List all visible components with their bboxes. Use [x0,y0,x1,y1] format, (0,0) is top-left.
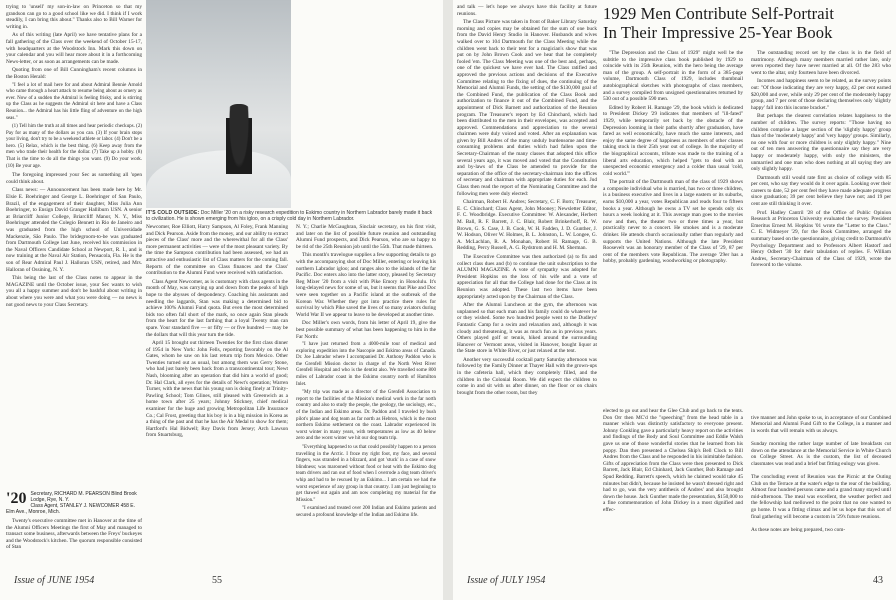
right-column-1 [457,4,597,398]
paragraph: The foregoing impressed your Sec as something all 'open could think about. [6,172,142,185]
issue-label: Issue of JULY 1954 [467,575,546,586]
paragraph: trying to 'unsell' my son-in-law on Princeton so that my grandson can go to a good school like we did. I think if I work steadily, I can bring this about." Thanks also to Bill Warner for writing in. [6,4,142,30]
left-column-1-bottom [6,518,142,553]
title-line-2: In Their Impressive 25-Year Book [603,23,833,42]
paragraph: "Everything happened to us that could possibly happen to a person travelling in the Arctic. I froze my right foot, my face, and several fingers, was stranded in a blizzard, and got 'stuck' in a case of snow blindness; was marooned without food or heat with the Eskimo dog team drivers and ran out of food when I overrode a dog team driver's whip and had to be rescued by an Eskimo... I am certain we had the worst experience of any group in that country. I am just beginning to get thawed out again and am now completing my material for the Mission." [296,445,436,503]
class-agent: Class Agent, STANLEY J. NEWCOMER 458 E. Elm Ave., Monroe, Mich. [6,503,136,515]
left-page [0,0,443,600]
paragraph: Incomes and happiness seem to be related, as the survey points out: "Of those indicating they are very happy, 42 per cent earned $20,000 and over, while only 29 per cent of the moderately happy group, and 7 per cent of those declaring themselves only 'slightly happy' fall into this income bracket." [751,78,891,111]
page-gutter [443,0,453,600]
paragraph: April 15 brought out thirteen Twenties for the first class dinner of 1954 in New York: John Fells, reporting favorably on the Al Gates, whom he saw on his last return trip from Mexico. Other Twenties turned out as usual, but among them was Gerry Stone, who had just barely been back from a transcontinental tour; Newt Nash, blooming after an operation that did him a world of good; Dr. Hal Clark, all eyes for the details of Newt's operation; Warren Turner, with the news that his young son is doing finely at Trinity-Pawling School; Tom Glines, still pleased with Greenwich as a home town after 25 years; Johnny Stickney, chief medical examiner for the huge and growing Metropolitan Life Insurance Co.; Cal Frost, greeting that his boy is in a big mission in Korea as a thing of the past and that he has the Air Medal to show for them; Hartford's Hal Bidwell; Roy Davis from Jersey; Arch Lawson from Stuartsburg, [146,340,288,439]
paragraph: and talk — let's hope we always have this facility at future reunions. [457,4,597,17]
right-footer-issue [467,575,545,586]
right-footer-page [873,575,883,586]
class-heading-1920 [6,491,142,515]
paragraph: The Class Picture was taken in front of Baker Library Saturday morning and copies may be obtained for the sum of one buck from the David Henry Studio in Hanover. Husbands and wives walked over to 104 Dartmouth for the Class Meeting while the children went back to their tent for a magician's show that was put on by John Brown Cook and we hear that he completely fooled 'em. The Class Meeting was one of the best and, perhaps, one of the quickest we have ever had. The Class ratified and approved the previous actions and decisions of the Executive Committee relating to the fixing of dues, the continuing of the Memorial and Alumni Funds, the setting of the $130,000 goal of the Combined Fund, the publication of the Class Book and authorization to finance it out of the Combined Fund, and the appointment of Dick Barnett and authorization of the Reunion program. The Treasurer's report by Ed Chinchard, which had been distributed to the men in their envelopes, was accepted and approved. Commendations and appreciation to the several chairmen were duly voiced and voted. After an explanation was given by Bill Andres of the many unduly burdensome and time-consuming problems and duties which had fallen upon the Secretary-Chairman of the many classes that adopted this office several years ago, it was moved and voted that the Constitution and by-laws of the Class be amended to provide for the separation of the office of the secretary-chairman into the offices of secretary and chairman with appropriate duties for each. Jud Glass then read the report of the Nominating Committee and the following men were duly elected: [457,19,597,197]
left-column-2 [146,224,288,441]
photo-caption [146,210,436,222]
paragraph: elected to go out and hear the Glee Club and go back to the tents. Don Orr then MC'd the "speeching" from the head table in a manner which was distinctly satisfactory to everyone present. Johnny Conkling gave a particularly heavy report on the activities and findings of the Body and Soul Committee and Eddie Walsh gave us one of those wonderful stories that he learned from his poppy. Dan then presented a Chelsea Ship's Bell Clock to Bill Andres from the Class and he responded in his inimitable fashion. Gifts of appreciation from the Class were then presented to Dick Barrett, Jack Blair, Ed Chinhard, Jack Gunther, Bob Ramage and Spud Redding. Barrett's speech, which he claimed would take 45 minutes but didn't, because he insisted he wasn't dressed right and had to go, was the very antithesis of Andres' and also brought down the house. Jack Gunther made the presentation, $150,000 to a fine commemoration of John Dickey in a most dignified and effec- [603,408,743,513]
right-column-3-bottom [751,408,891,542]
paragraph: Dartmouth still would rate first as choice of college with 85 per cent, who say they would do it over again. Looking over their careers to date, 52 per cent feel they have made adequate progress since graduation; 39 per cent believe they have not; and 19 per cent are still thinking it over. [751,174,892,208]
paragraph: Edited by Robert H. Ramage '29, the book which is dedicated to President Dickey '29 indicates that members of "ill-fated" 1929, while temporarily set back by the obstacle of the Depression looming in their paths shortly after graduation, have fared as well economically, have much the same interests, and enjoy the same degree of happiness as members of other classes taking stock in their 25th year out of college. In the majority of the biographical accounts, tribute was made to the training of a liberal arts education, which helped "gets to deal with an unexpected economic emergency and a colder than usual 'cold, cold world.'" [603,104,743,177]
paragraph: This month's travelogue supplies a few supporting details to go with the accompanying shot of Doc Miller, entering or leaving his northern Labrador igloo; and ranges also to the islands of the far Pacific. Doc enters also into the latter story, pleased by Secretary Reg Mixer '20 from a visit with Pike Emory in Honolulu. It's long-delayed news for some of us, but it seems that Pike and Doc were seen together on a Pacific island at the outbreak of the Korean War. Whether they got into practice there rules for survival by which Pike saved the lives of so many aviators during World War II we appear to leave to be developed at another time. [296,252,436,318]
igloo-photo [146,0,291,208]
person-figure [226,104,252,182]
left-column-3 [296,224,436,522]
paragraph: (1) Tell him the truth at all times and hear periodic checkups. (2) Pay for as many of the dollars as you can. (3) If your brain stops your living, don't try to be a weekend athlete or labor. (4) Don't be a hero. (5) Relax, which is the best thing. (6) Keep away from the men who trade their health for the dollar. (7) Take up a hobby. (8) That is the time to do all the things you want. (9) Do your work. (10) Be your age. [6,124,142,169]
paragraph: "The Depression and the Class of 1929" might well be the subtitle to the impressive class book published by 1929 to coincide with its 25th Reunion, with the hero being the average man of the group. A self-portrait in the form of a 385-page volume, Dartmouth Class of 1929, includes thumbnail autobiographical sketches with photographs of class members, and a survey compiled from unsigned questionnaires returned by 530 out of a possible 590 men. [603,50,743,103]
paragraph: Quoting from one of Bill Cunningham's recent columns in the Boston Herald: [6,67,142,80]
paragraph: Class Agent Newcomer, as is customary with class agents in the month of May, was carrying up and down from the peaks of high hope to the abysses of despondency. Coaching his assistants and needling the laggards, Stan was making a determined bid to achieve 100% Alumni Fund quota. But even the most determined bids too often fall short of the mark, so once again Stan pleads from the heart for the last farthing that a loyal Twenty man can spare. Your standard five — or fifty — or five hundred — may be the dollars that will this year turn the tide. [146,278,288,338]
article-title [603,4,893,42]
paragraph: Prof. Hadley Cantril '28 of the Office of Public Opinion Research at Princeton University evaluated the survey. President Emeritus Ernest M. Hopkins '01 wrote the "Letter to the Class." C. E. Widmeyer '29, for the Book Committee, arranged the summary based on the questionnaire, giving credit to Dartmouth's Psychology Department and to Professors Albert Hastorf and Henry Odbert '30 for their tabulation of replies. F. William Andres, Secretary-Chairman of the Class of 1929, wrote the foreword to the volume. [751,209,891,269]
paragraph: tive manner and John spoke to us, in acceptance of our Combined Memorial and Alumni Fund Gift to the College, in a manner and in words that will remain with us always. Sunday morning the rather large number of late breakfasts cut down on the attendance at the Memorial Service in White Church on College Street. As is the custom, the list of deceased classmates was read and a brief but fitting eulogy was given. The concluding event of Reunion was the Picnic at the Outing Club on the Terrace at the water's edge to the rear of the building. Almost four hundred persons came and a grand many stayed until mid-afternoon. The meal was excellent, the weather perfect and the fellowship had mellowed to the point that no one wanted to go home. It was a fitting climax and let us hope that this sort of final gathering will become a custom in '29's future reunions. As these notes are being prepared, two com- [751,414,891,533]
class-year: '20 [6,490,27,507]
paragraph: Class news: — Announcement has been made here by Mr. Elsie E. Boehringer and George L. Boehringer of San Paulo, Brazil, of the engagement of their daughter, Miss Julia Ann Boehringer, to Ensign David Granger Halliburn USN. A senior at Briarcliff Junior College, Briarcliff Manor, N. Y., Miss Boehringer attended the Colegio Bennett in Rio de Janeiro and was graduated from the high school of Universidade Mackenzie, São Paulo. The bridegroom-to-be was graduated from Dartmouth College last June, received his commission in the Naval Officers Candidate School at Newport, R. I., and is now training at the Naval Air Station, Pensacola, Fla. He is the son of Rear Admiral Paul J. Halloran USN, retired, and Mrs. Halloran of Ossining, N. Y. [6,187,142,273]
paragraph: "I examined and treated over 200 Indian and Eskimo patients and secured a profound knowledge of the Indian and Eskimo life. [296,506,436,518]
page-number: 43 [873,575,883,586]
right-page [453,0,896,600]
right-column-2-bottom [603,408,743,516]
paragraph: N. Y.; Charlie McGaughran, Sinclair secretary, on his first visit, and later on the list of possible future reunion and outstanding Alumni Fund prospects, and Dick Pearson, who are so happy to be rid of the 25th Reunion job until the 55th. That made thirteen. [296,224,436,250]
igloo-shape [146,150,291,208]
paragraph: This being the last of the Class notes to appear in the MAGAZINE until the October issue, your Sec wants to wish you all a happy summer and don't be bashful about writing in about where you were and what you were doing — no news is not good news to your Class Secretary. [6,275,142,308]
left-footer-issue [14,575,94,586]
right-column-2 [603,50,743,267]
paragraph: After the Alumni Luncheon at the gym, the afternoon was unplanned so that each man and his family could do whatever he or they wished. Some two hundred people went to the Dudleys' Fantastic Camp for a swim and relaxation and, although it was cloudy and threatening, it was as much fun as in previous years. Others played golf or tennis, hiked around the surrounding Hanover or Vermont areas, visited in Hanover, bought liquor at the State store in White River, or just relaxed at the tent. [457,302,597,355]
paragraph: "My trip was made as a director of the Grenfell Association to report to the facilities of the Mission's medical work in the far north country and also to study the people, the geology, the sociology, etc., of the Indian and Eskimo areas. Dr. Paddon and I traveled by bush pilot's plane and dog team as far north as Hebron, which is the most northern Eskimo settlement on the coast. Labrador experienced its worst winter in many years, with temperatures as low as 40 below zero and the worst winter we hit our dog team trip. [296,390,436,442]
left-column-1 [6,4,142,310]
paragraph: Another very successful cocktail party Saturday afternoon was followed by the Family Dinner at Thayer Hall with the grown-ups in the cafeteria hall, which they completely filled, and the children in the Colonial Room. We did expect the children to come in and sit with us after dinner, on the floor or on chairs brought from the other room, but they [457,356,597,396]
paragraph: Doc Miller's own words, from his letter of April 19, give the best possible summary of what has been happening to him in the Far North: [296,320,436,340]
page-number: 55 [212,575,222,586]
paragraph: Twenty's executive committee met in Hanover at the time of the Alumni Officers Meetings the first of May and managed to transact some business, afterwards between the Freys' buckeyes and the Woodstock's kitchen. The quorum responsible consisted of Stan [6,518,142,551]
paragraph: As of this writing (late April) we have tentative plans for a fall gathering of the Class over the weekend of October 15-17, with headquarters at the Woodstock Inn. Mark this down on your calendar and you will hear more about it in a forthcoming News-letter, or as soon as arrangements can be made. [6,32,142,65]
caption-text: Doc Miller '20 on a risky research expedition to Eskimo country in Northern Labrador barely made it back to civilization. He is shown emerging from his igloo, on a crisply cold day in Northern Labrador. [146,210,433,223]
paragraph: Newcomer, Roe Elliott, Harry Sampson, Al Foley, Frank Manning and Dick Pearson. Aside from the money, and our ability to extract pieces of the Class' more and the wherewithal for all the Class' more permanent activities — were of the most pleasant variety. By the time the Sampson contribution had been assessed, we had an attractive and enthusiastic list of Class matters for the coming fall. Reports of the committee on Class finances and the Class' contribution to the Alumni Fund were received with satisfaction. [146,224,288,277]
paragraph: The outstanding record set by the class is in the field of matrimony. Although many members married rather late, only seven reported they have never married at all. Of the 283 who went to the altar, only fourteen have been divorced. [751,50,891,76]
paragraph: The Executive Committee was then authorized (a) to fix and collect class dues and (b) to continue the unit subscription to the ALUMNI MAGAZINE. A vote of sympathy was adopted for President Hopkins on the loss of his wife and a vote of appreciation for all that the College had done for the Class at its Reunion was adopted. These last two items have been appropriately acted upon by the Chairman of the Class. [457,253,597,300]
class-secretary: Secretary, RICHARD M. PEARSON Blind Brook Lodge, Rye, N. Y. [30,491,137,503]
paragraph: But perhaps the clearest correlation relates happiness to the number of children. The survey reports: "Those having no children comprise a larger section of the 'slightly happy' group than of the 'moderately happy' and 'very happy' groups. Similarly, no one with four or more children is only slightly happy." Nine out of ten men answering the questionnaire say they are very happy or moderately happy, with only the ministers, the unmarried and one man who does nothing at all saying they are only slightly happy. [751,113,891,173]
title-line-1: 1929 Men Contribute Self-Portrait [603,4,835,23]
paragraph: Chairman, Robert H. Andres; Secretary, C. F. Born; Treasurer, E. C. Chinchard; Class Agent, John Mooney; Newsletter Editor, F. C. Woodbridge. Executive Committee: W. Alexander, Herbert M. Ball, R. F. Barrett, J. C. Blair, Robert Brinkerhoff, R. W. Brown, G. S. Case, J. B. Cook, W. H. Fadden, J. D. Gunther, J. W. Hodson, Oliver W. Holmes, B. L. Johnston, L. W. Longee, G. A. McLachlan, R. A. Monahan, Robert H. Ramage, G. B. Redding, Percy Russell, A. G. Rydstrom and H. M. Sherman. [457,199,597,252]
issue-label: Issue of JUNE 1954 [14,575,95,586]
paragraph: "I feel a lot of mail here for and about Admiral Bennie Arnold who came through a heart attack to resume being about as ornery as ever. Now of a sudden the Admiral is feeling frisky, and is stirring up the Class as he suggests the Admiral sit here and have a Class Reunion... the Admiral has his little fling of adventure on the high seas." [6,82,142,121]
caption-head: IT'S COLD OUTSIDE: [146,210,200,216]
paragraph: The portrait of the Dartmouth man of the class of 1929 shows a composite individual who is married, has two or three children, is a business executive and lives in a large eastern or its suburbs, earns $10,000 a year, votes Republican and reads four to fifteen books a year. Although he owns a TV set he spends only six hours a week looking at it. This average man goes to the movies now and then, the theater two or three times a year, but practically never to a concert. He smokes and is a moderate drinker. He attends church occasionally rather than regularly and supports the United Nations. Although the late President Roosevelt was an honorary member of the Class of '29, 87 per cent of the members vote Republican. The average '29er has a hobby, probably gardening, woodworking or photography. [603,179,743,265]
paragraph: "I have just returned from a 4000-mile tour of medical and exploring expedition into the Nascopie and Eskimo areas of Canada. Dr. Joe Labrador where I accompanied Dr. Anthony Paddon who is the Grenfell Mission doctor in charge of the North West River Grenfell Hospital and who is the dentist also. We travelled some 800 miles of Labrador coast in the Eskimo country north of Hamilton Inlet. [296,342,436,387]
left-footer-page [212,575,222,586]
right-column-3 [751,50,891,271]
